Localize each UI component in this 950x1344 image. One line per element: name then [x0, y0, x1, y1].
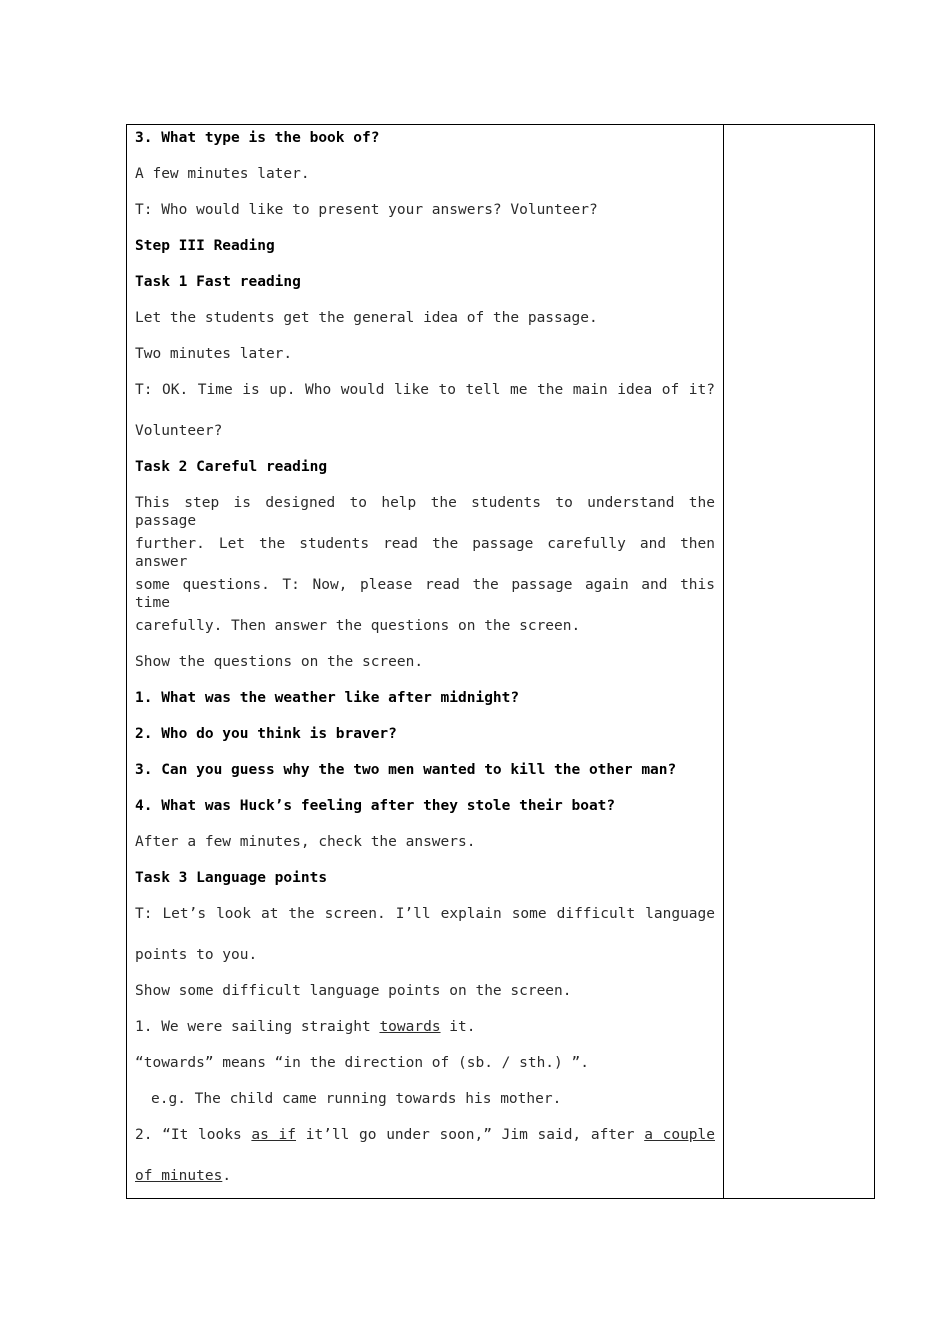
design-line-4: carefully. Then answer the questions on the screen.	[135, 618, 581, 634]
language-point-2	[135, 1126, 715, 1144]
question-3: 3. What type is the book of?	[135, 130, 380, 146]
check-answers: After a few minutes, check the answers.	[135, 834, 476, 850]
lp2-middle: it’ll go under soon,” Jim said, after	[296, 1127, 645, 1143]
design-line-1: This step is designed to help the students to understand the passage	[135, 495, 715, 529]
general-idea: Let the students get the general idea of the passage.	[135, 310, 598, 326]
lp1-text: 1. We were sailing straight	[135, 1019, 380, 1035]
task-1-heading: Task 1 Fast reading	[135, 274, 301, 290]
example-sentence: e.g. The child came running towards his mother.	[151, 1091, 562, 1107]
language-point-1	[135, 1018, 475, 1036]
design-line-2: further. Let the students read the passage carefully and then answer	[135, 536, 715, 570]
step-3-heading: Step III Reading	[135, 238, 275, 254]
language-point-2-cont	[135, 1167, 231, 1185]
lp2-a-couple: a couple	[644, 1127, 715, 1143]
time-up: T: OK. Time is up. Who would like to tell me the main idea of it?	[135, 382, 715, 398]
careful-question-4: 4. What was Huck’s feeling after they stole their boat?	[135, 798, 616, 814]
two-minutes-later: Two minutes later.	[135, 346, 293, 362]
careful-question-2: 2. Who do you think is braver?	[135, 726, 397, 742]
task-2-heading: Task 2 Careful reading	[135, 459, 328, 475]
few-minutes-later: A few minutes later.	[135, 166, 310, 182]
careful-question-3: 3. Can you guess why the two men wanted to kill the other man?	[135, 762, 677, 778]
careful-question-1: 1. What was the weather like after midnight?	[135, 690, 520, 706]
present-answers: T: Who would like to present your answers? Volunteer?	[135, 202, 598, 218]
lp2-as-if: as if	[251, 1127, 297, 1143]
lp2-of-minutes: of minutes	[135, 1168, 223, 1184]
look-line-2: points to you.	[135, 947, 258, 963]
column-divider	[723, 124, 724, 1199]
lp2-period: .	[222, 1168, 232, 1184]
lp1-end: it.	[440, 1019, 476, 1035]
design-line-3: some questions. T: Now, please read the passage again and this time	[135, 577, 715, 611]
lp1-underlined: towards	[379, 1019, 441, 1035]
volunteer: Volunteer?	[135, 423, 223, 439]
towards-meaning: “towards” means “in the direction of (sb. / sth.) ”.	[135, 1055, 589, 1071]
show-questions: Show the questions on the screen.	[135, 654, 424, 670]
show-language-points: Show some difficult language points on the screen.	[135, 983, 572, 999]
task-3-heading: Task 3 Language points	[135, 870, 328, 886]
look-line-1: T: Let’s look at the screen. I’ll explain some difficult language	[135, 906, 715, 922]
lp2-text: 2. “It looks	[135, 1127, 252, 1143]
